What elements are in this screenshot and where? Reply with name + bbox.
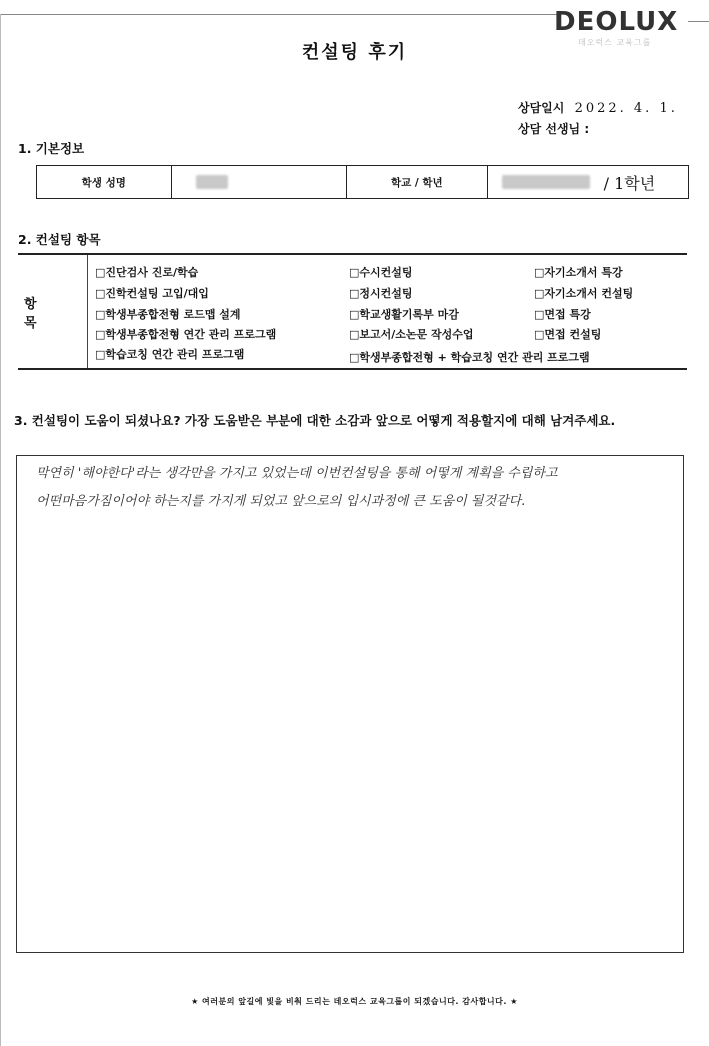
consult-teacher (518, 120, 589, 137)
student-name-label-cell (37, 166, 172, 198)
top-rule (0, 14, 560, 15)
feedback-answer-box[interactable] (16, 455, 684, 953)
option-admission-consulting[interactable]: □진학컨설팅 고입/대입 (95, 287, 209, 300)
student-name-label: 학생 성명 (81, 176, 126, 189)
redacted-student-name (196, 175, 228, 189)
consult-date-label: 상담일시 (518, 101, 565, 115)
consult-date-value: 2022. 4. 1. (574, 101, 678, 116)
section-items-heading: 2. 컨설팅 항목 (18, 232, 101, 247)
feedback-question: 3. 컨설팅이 도움이 되셨나요? 가장 도움받은 부분에 대한 소감과 앞으로 어떻게 적용할지에 대해 남겨주세요. (14, 413, 616, 428)
school-grade-cell (488, 166, 688, 198)
school-grade-label-cell (347, 166, 488, 198)
consulting-items-table (18, 253, 687, 370)
option-early-admission[interactable]: □수시컨설팅 (349, 266, 413, 279)
redacted-school-name (502, 175, 590, 189)
consult-teacher-label: 상담 선생님 : (518, 122, 590, 136)
footer-message: ★ 여러분의 앞길에 빛을 비춰 드리는 데오럭스 교육그룹이 되겠습니다. 감사합니다. ★ (191, 997, 518, 1006)
option-annual-management[interactable]: □학생부종합전형 연간 관리 프로그램 (95, 328, 277, 341)
section-basic-info-heading: 1. 기본정보 (18, 141, 85, 156)
feedback-answer-line-1: 막연히 '해야한다'라는 생각만을 가지고 있었는데 이번컨설팅을 통해 어떻게 계획을 수립하고 (36, 466, 558, 481)
school-grade-label: 학교 / 학년 (390, 176, 443, 189)
student-name-cell (172, 166, 348, 198)
consult-date (518, 99, 678, 116)
option-interview-lecture[interactable]: □면접 특강 (534, 308, 591, 321)
page-title: 컨설팅 후기 (301, 42, 408, 63)
option-diagnosis[interactable]: □진단검사 진로/학습 (95, 266, 199, 279)
brand-logo-subtitle: 데오럭스 교육그룹 (578, 38, 652, 47)
feedback-answer-line-2: 어떤마음가짐이어야 하는지를 가지게 되었고 앞으로의 입시과정에 큰 도움이 될것같다. (36, 494, 526, 509)
basic-info-table (36, 165, 689, 199)
option-interview-consulting[interactable]: □면접 컨설팅 (534, 328, 602, 341)
option-combined-program[interactable]: □학생부종합전형 + 학습코칭 연간 관리 프로그램 (349, 351, 590, 364)
option-report-writing[interactable]: □보고서/소논문 작성수업 (349, 328, 474, 341)
option-study-coaching[interactable]: □학습코칭 연간 관리 프로그램 (95, 348, 245, 361)
brand-logo: DEOLUX (554, 7, 679, 37)
option-essay-lecture[interactable]: □자기소개서 특강 (534, 266, 623, 279)
option-record-closing[interactable]: □학교생활기록부 마감 (349, 308, 459, 321)
option-essay-consulting[interactable]: □자기소개서 컨설팅 (534, 287, 634, 300)
grade-value: / 1학년 (603, 173, 656, 193)
top-rule-right (688, 21, 709, 22)
left-edge-rule (0, 14, 1, 1046)
items-row-label: 항 목 (18, 255, 88, 368)
option-regular-admission[interactable]: □정시컨설팅 (349, 287, 413, 300)
option-roadmap[interactable]: □학생부종합전형 로드맵 설계 (95, 308, 241, 321)
